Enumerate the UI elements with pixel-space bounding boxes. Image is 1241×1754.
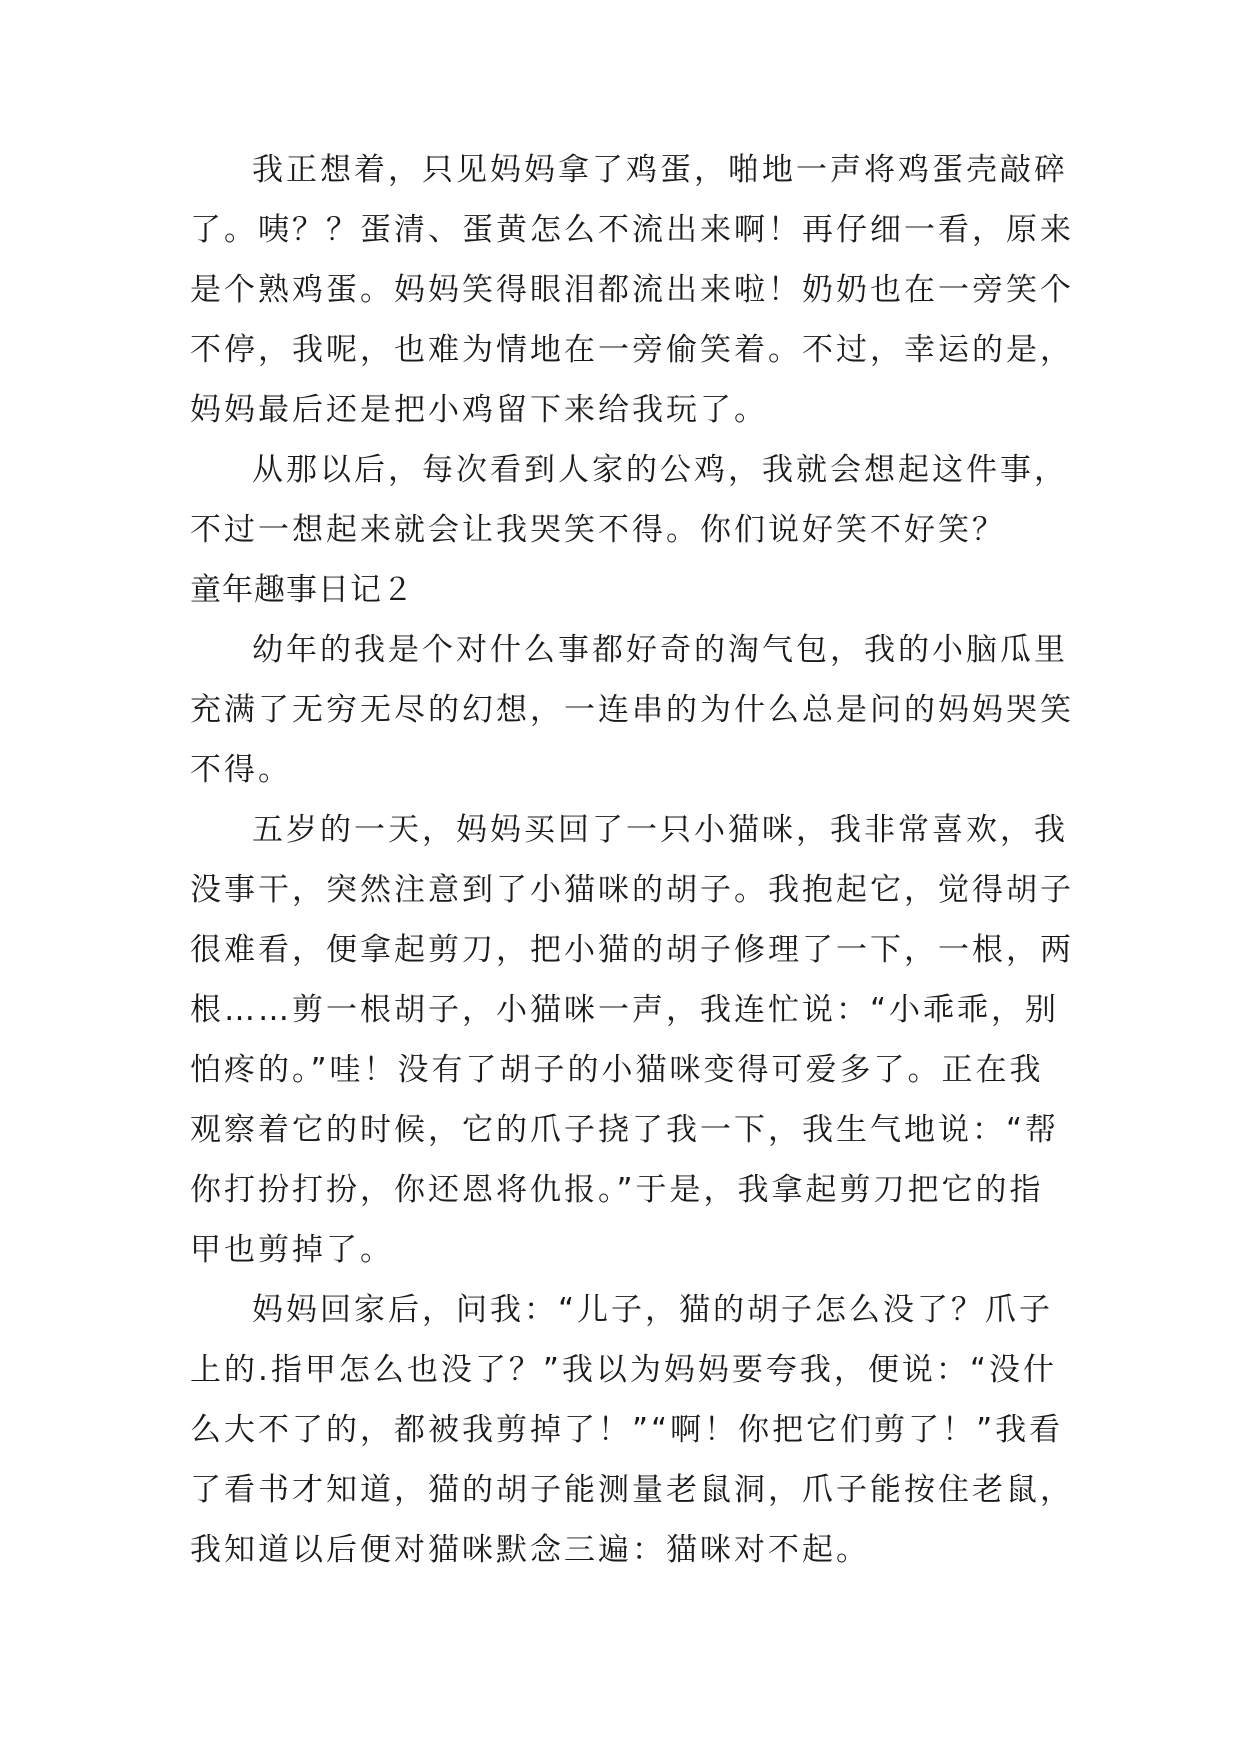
text-line: 甲也剪掉了。 [190, 1232, 394, 1268]
text-line: 了看书才知道，猫的胡子能测量老鼠洞，爪子能按住老鼠， [190, 1472, 1074, 1508]
text-line: 五岁的一天，妈妈买回了一只小猫咪，我非常喜欢，我 [252, 812, 1068, 848]
text-line: 从那以后，每次看到人家的公鸡，我就会想起这件事， [252, 452, 1068, 488]
text-line: 我知道以后便对猫咪默念三遍：猫咪对不起。 [190, 1532, 870, 1568]
text-line: 观察着它的时候，它的爪子挠了我一下，我生气地说：“帮 [190, 1112, 1060, 1148]
text-line: 妈妈回家后，问我：“儿子，猫的胡子怎么没了？爪子 [252, 1292, 1054, 1328]
text-line: 妈妈最后还是把小鸡留下来给我玩了。 [190, 392, 768, 428]
text-line: 充满了无穷无尽的幻想，一连串的为什么总是问的妈妈哭笑 [190, 692, 1074, 728]
text-line: 你打扮打扮，你还恩将仇报。”于是，我拿起剪刀把它的指 [190, 1172, 1044, 1208]
text-line: 我正想着，只见妈妈拿了鸡蛋，啪地一声将鸡蛋壳敲碎 [252, 152, 1068, 188]
text-line: 么大不了的，都被我剪掉了！”“啊！你把它们剪了！”我看 [190, 1412, 1064, 1448]
text-line: 是个熟鸡蛋。妈妈笑得眼泪都流出来啦！奶奶也在一旁笑个 [190, 272, 1074, 308]
text-line: 上的.指甲怎么也没了？”我以为妈妈要夸我，便说：“没什 [190, 1352, 1057, 1388]
text-line: 了。咦？？蛋清、蛋黄怎么不流出来啊！再仔细一看，原来 [190, 212, 1074, 248]
text-line: 幼年的我是个对什么事都好奇的淘气包，我的小脑瓜里 [252, 632, 1068, 668]
section-heading: 童年趣事日记２ [190, 572, 414, 608]
text-line: 不停，我呢，也难为情地在一旁偷笑着。不过，幸运的是， [190, 332, 1074, 368]
text-line: 根……剪一根胡子，小猫咪一声，我连忙说：“小乖乖，别 [190, 992, 1060, 1028]
text-line: 不过一想起来就会让我哭笑不得。你们说好笑不好笑？ [190, 512, 1006, 548]
text-line: 不得。 [190, 752, 292, 788]
text-line: 没事干，突然注意到了小猫咪的胡子。我抱起它，觉得胡子 [190, 872, 1074, 908]
text-line: 怕疼的。”哇！没有了胡子的小猫咪变得可爱多了。正在我 [190, 1052, 1044, 1088]
text-line: 很难看，便拿起剪刀，把小猫的胡子修理了一下，一根，两 [190, 932, 1074, 968]
